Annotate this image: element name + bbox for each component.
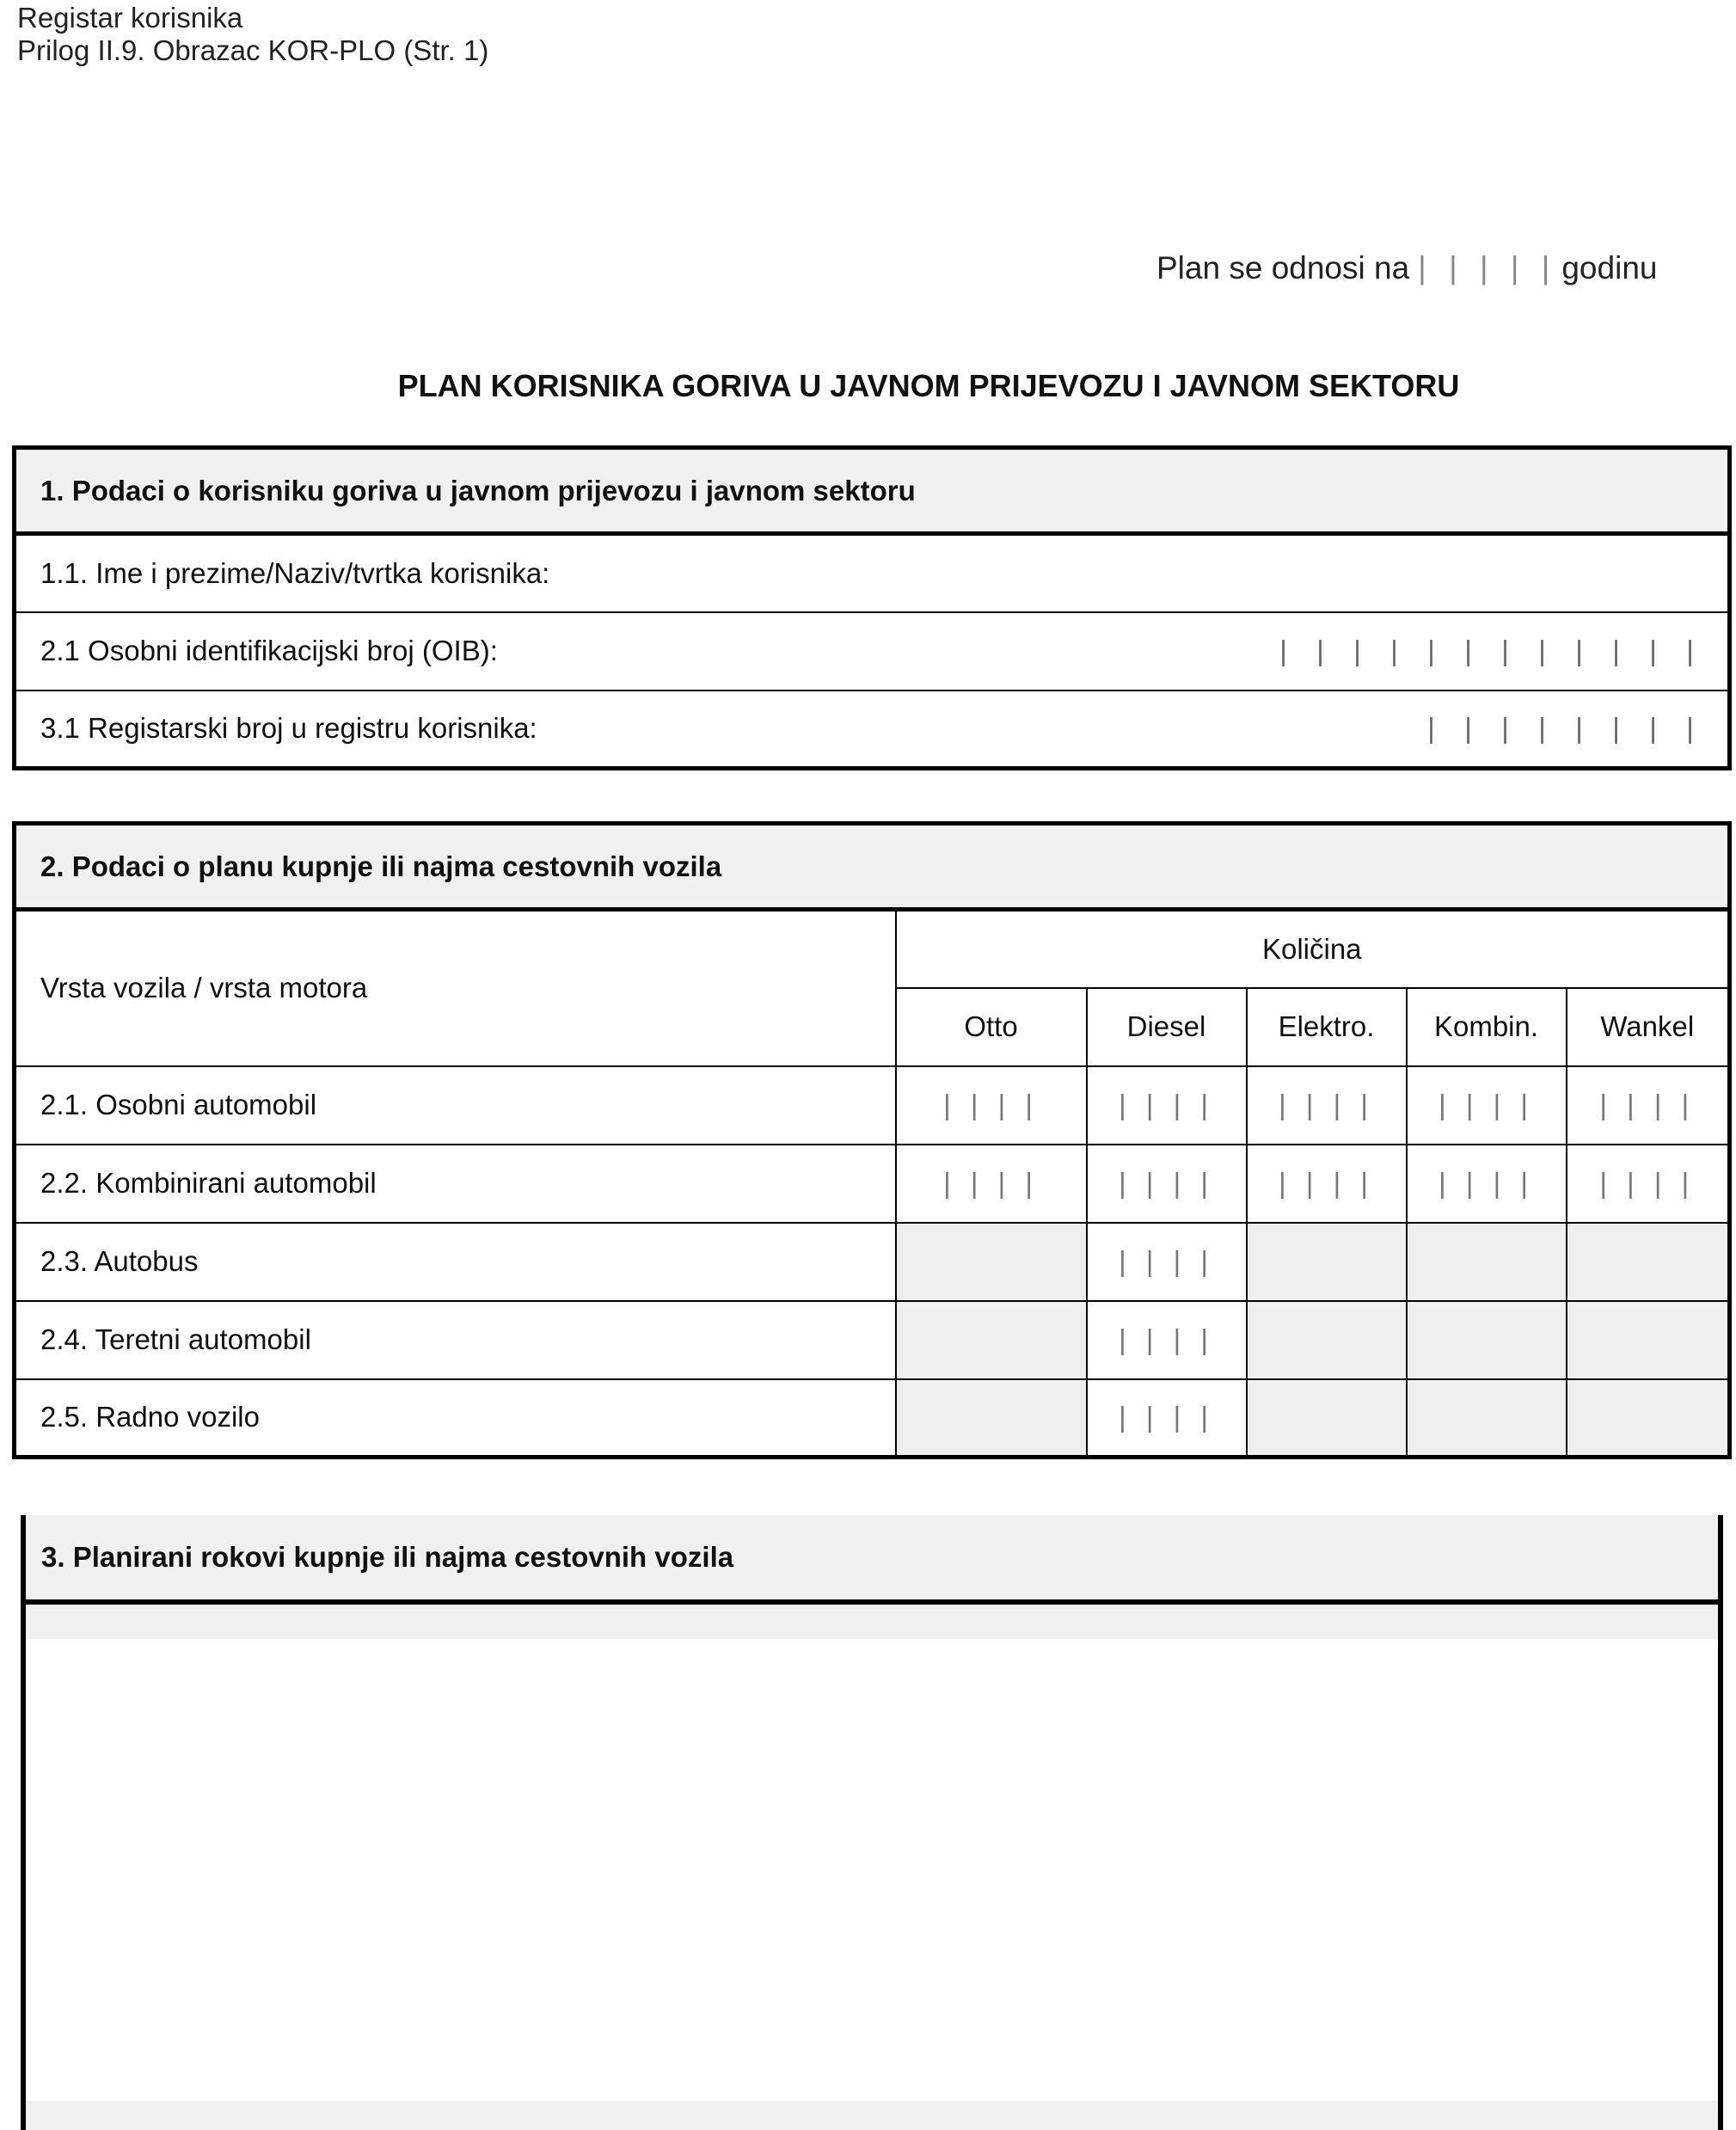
qty-input-wankel[interactable]: | | | | (1567, 1066, 1730, 1145)
vehicle-type-header: Vrsta vozila / vrsta motora (15, 910, 896, 1066)
quantity-header: Količina (896, 910, 1730, 988)
qty-input-otto[interactable]: | | | | (896, 1066, 1087, 1145)
qty-input-wankel[interactable]: | | | | (1567, 1145, 1730, 1223)
user-name-label: 1.1. Ime i prezime/Naziv/tvrtka korisnika: (40, 556, 550, 589)
qty-input-diesel[interactable]: | | | | (1087, 1066, 1247, 1145)
registry-label: Registar korisnika (17, 2, 243, 34)
plan-year-prefix: Plan se odnosi na (1156, 250, 1410, 285)
disabled-cell (896, 1379, 1087, 1458)
section1-heading: 1. Podaci o korisniku goriva u javnom prijevozu i javnom sektoru (15, 448, 1730, 534)
section-purchase-timeline (21, 1515, 1723, 2130)
section3-top-strip (26, 1605, 1718, 1639)
section3-heading: 3. Planirani rokovi kupnje ili najma cestovnih vozila (26, 1515, 1718, 1605)
section-vehicle-plan (12, 821, 1732, 1459)
table-row (15, 1145, 1730, 1223)
row-label: 2.5. Radno vozilo (15, 1379, 896, 1458)
qty-input-diesel[interactable]: | | | | (1087, 1223, 1247, 1301)
qty-input-otto[interactable]: | | | | (896, 1145, 1087, 1223)
registry-number-label: 3.1 Registarski broj u registru korisnika: (40, 712, 537, 745)
oib-field[interactable] (15, 612, 1730, 691)
disabled-cell (896, 1301, 1087, 1379)
document-title: PLAN KORISNIKA GORIVA U JAVNOM PRIJEVOZU I JAVNOM SEKTORU (397, 368, 1460, 403)
section3-bottom-strip (26, 2101, 1718, 2130)
disabled-cell (1247, 1301, 1407, 1379)
row-label: 2.2. Kombinirani automobil (15, 1145, 896, 1223)
timeline-text-area[interactable] (26, 1639, 1718, 2101)
section-user-data (12, 445, 1732, 770)
col-otto: Otto (896, 988, 1087, 1066)
row-label: 2.1. Osobni automobil (15, 1066, 896, 1145)
col-elektro: Elektro. (1247, 988, 1407, 1066)
disabled-cell (1247, 1223, 1407, 1301)
disabled-cell (1407, 1379, 1567, 1458)
section2-heading: 2. Podaci o planu kupnje ili najma cestovnih vozila (15, 824, 1730, 910)
plan-year-suffix: godinu (1561, 250, 1658, 285)
qty-input-diesel[interactable]: | | | | (1087, 1301, 1247, 1379)
col-diesel: Diesel (1087, 988, 1247, 1066)
qty-input-kombin[interactable]: | | | | (1407, 1066, 1567, 1145)
table-row (15, 1379, 1730, 1458)
qty-input-diesel[interactable]: | | | | (1087, 1379, 1247, 1458)
table-row (15, 1066, 1730, 1145)
registry-number-digit-boxes[interactable]: | | | | | | | | (1427, 712, 1694, 745)
col-kombin: Kombin. (1407, 988, 1567, 1066)
qty-input-elektro[interactable]: | | | | (1247, 1066, 1407, 1145)
table-row (15, 1301, 1730, 1379)
disabled-cell (1567, 1301, 1730, 1379)
col-wankel: Wankel (1567, 988, 1730, 1066)
qty-input-diesel[interactable]: | | | | (1087, 1145, 1247, 1223)
row-label: 2.4. Teretni automobil (15, 1301, 896, 1379)
form-annex-label: Prilog II.9. Obrazac KOR-PLO (Str. 1) (17, 34, 489, 66)
qty-input-elektro[interactable]: | | | | (1247, 1145, 1407, 1223)
qty-input-kombin[interactable]: | | | | (1407, 1145, 1567, 1223)
table-row (15, 1223, 1730, 1301)
registry-number-field[interactable] (15, 691, 1730, 769)
disabled-cell (1567, 1379, 1730, 1458)
disabled-cell (1567, 1223, 1730, 1301)
oib-label: 2.1 Osobni identifikacijski broj (OIB): (40, 635, 498, 666)
disabled-cell (1407, 1223, 1567, 1301)
oib-digit-boxes[interactable]: | | | | | | | | | | | | (1279, 635, 1694, 666)
disabled-cell (1407, 1301, 1567, 1379)
plan-year-input[interactable]: | | | | | (1418, 250, 1557, 285)
row-label: 2.3. Autobus (15, 1223, 896, 1301)
user-name-field[interactable] (15, 534, 1730, 612)
disabled-cell (1247, 1379, 1407, 1458)
plan-year-line (1156, 250, 1657, 286)
disabled-cell (896, 1223, 1087, 1301)
